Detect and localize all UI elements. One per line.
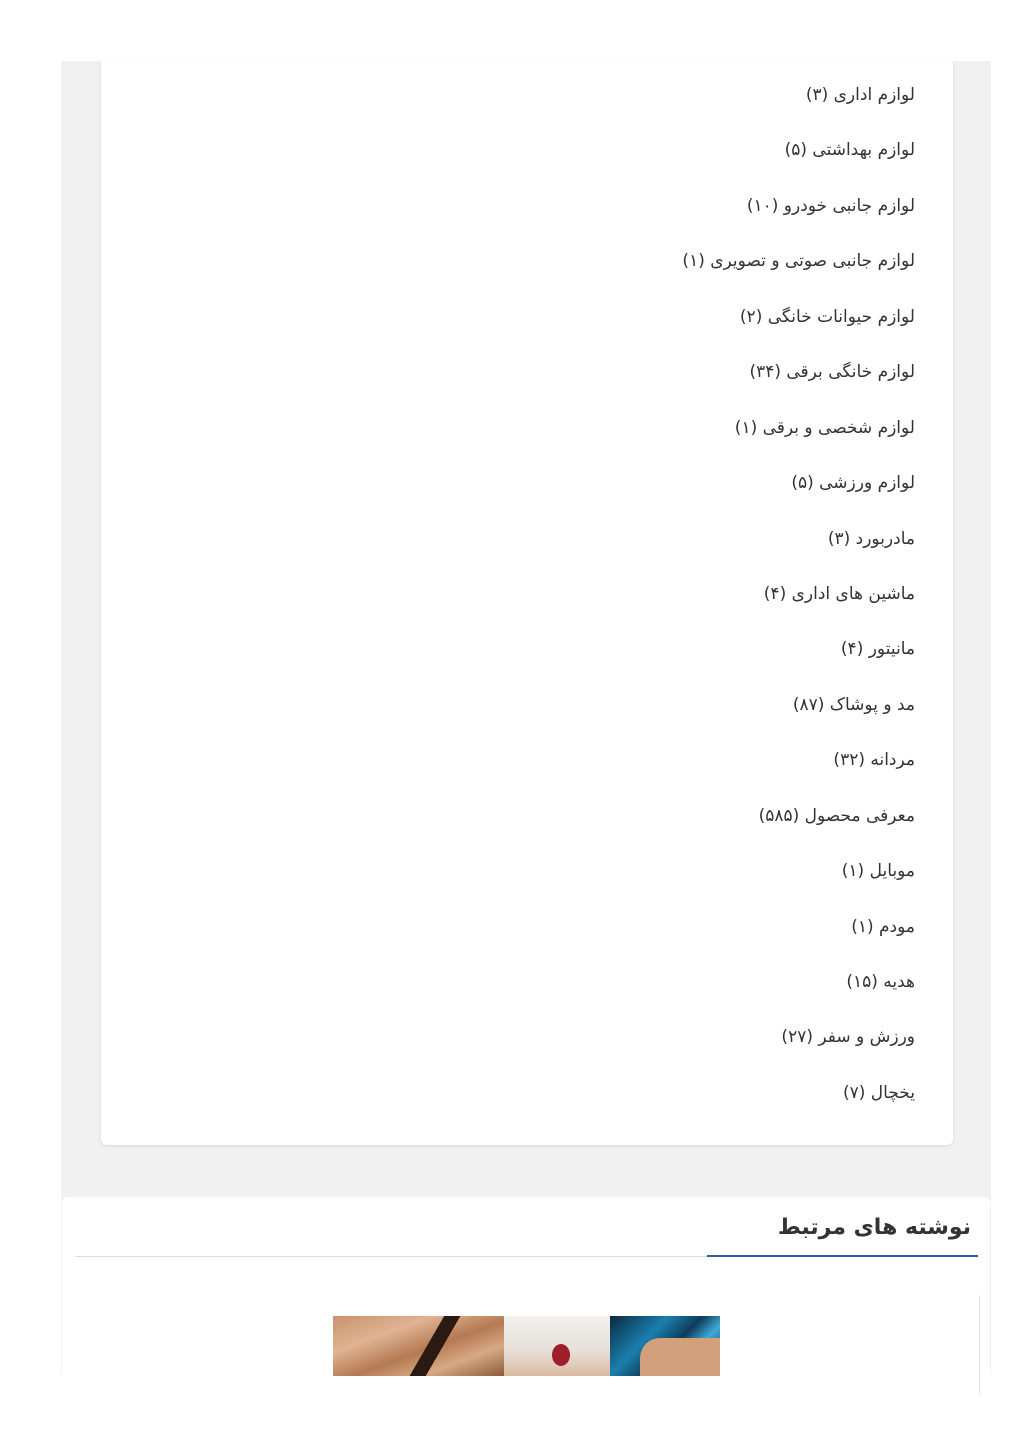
category-link[interactable]: لوازم جانبی خودرو (۱۰) bbox=[746, 195, 915, 216]
category-item[interactable] bbox=[682, 743, 915, 798]
category-item[interactable] bbox=[682, 355, 915, 410]
thumbnail-image-part bbox=[504, 1316, 610, 1376]
thumbnail-image-part bbox=[333, 1316, 504, 1376]
category-link[interactable]: مادربورد (۳) bbox=[827, 528, 915, 549]
category-link[interactable]: یخچال (۷) bbox=[842, 1082, 915, 1103]
category-link[interactable]: هدیه (۱۵) bbox=[846, 972, 915, 992]
thumbnail-image-part bbox=[610, 1316, 720, 1376]
category-link[interactable]: مودم (۱) bbox=[851, 916, 915, 937]
related-posts-list bbox=[75, 1295, 980, 1395]
category-link[interactable]: مانیتور (۴) bbox=[840, 639, 915, 660]
category-link[interactable]: لوازم خانگی برقی (۳۴) bbox=[749, 362, 915, 383]
category-link[interactable]: لوازم ورزشی (۵) bbox=[791, 473, 915, 494]
related-posts-title: نوشته های مرتبط bbox=[777, 1215, 971, 1240]
category-link[interactable]: مردانه (۳۲) bbox=[833, 750, 915, 771]
category-item[interactable] bbox=[682, 799, 915, 854]
sidebar-panel bbox=[61, 61, 991, 1375]
category-item[interactable] bbox=[682, 78, 915, 133]
category-link[interactable]: ورزش و سفر (۲۷) bbox=[781, 1027, 915, 1048]
category-item[interactable] bbox=[682, 133, 915, 188]
category-item[interactable] bbox=[682, 854, 915, 909]
category-link[interactable]: لوازم بهداشتی (۵) bbox=[784, 140, 915, 161]
related-post-thumbnail[interactable] bbox=[333, 1316, 720, 1376]
category-link[interactable]: لوازم شخصی و برقی (۱) bbox=[734, 417, 915, 438]
category-link[interactable]: لوازم جانبی صوتی و تصویری (۱) bbox=[682, 251, 915, 272]
category-list bbox=[682, 78, 915, 1131]
category-item[interactable] bbox=[682, 632, 915, 687]
category-item[interactable] bbox=[682, 300, 915, 355]
category-item[interactable] bbox=[682, 965, 915, 1020]
category-item[interactable] bbox=[682, 189, 915, 244]
category-link[interactable]: لوازم حیوانات خانگی (۲) bbox=[739, 306, 915, 327]
category-item[interactable] bbox=[682, 411, 915, 466]
category-item[interactable] bbox=[682, 244, 915, 299]
category-item[interactable] bbox=[682, 522, 915, 577]
category-item[interactable] bbox=[682, 466, 915, 521]
category-link[interactable]: موبایل (۱) bbox=[841, 861, 915, 882]
category-link[interactable]: لوازم اداری (۳) bbox=[805, 85, 915, 105]
category-link[interactable]: مد و پوشاک (۸۷) bbox=[792, 694, 915, 715]
category-link[interactable]: ماشین های اداری (۴) bbox=[763, 583, 915, 604]
category-item[interactable] bbox=[682, 1020, 915, 1075]
categories-widget bbox=[101, 61, 953, 1145]
title-underline bbox=[707, 1255, 978, 1257]
category-item[interactable] bbox=[682, 577, 915, 632]
category-item[interactable] bbox=[682, 688, 915, 743]
related-posts-widget bbox=[62, 1197, 990, 1387]
category-item[interactable] bbox=[682, 910, 915, 965]
category-item[interactable] bbox=[682, 1076, 915, 1131]
category-link[interactable]: معرفی محصول (۵۸۵) bbox=[758, 805, 915, 826]
